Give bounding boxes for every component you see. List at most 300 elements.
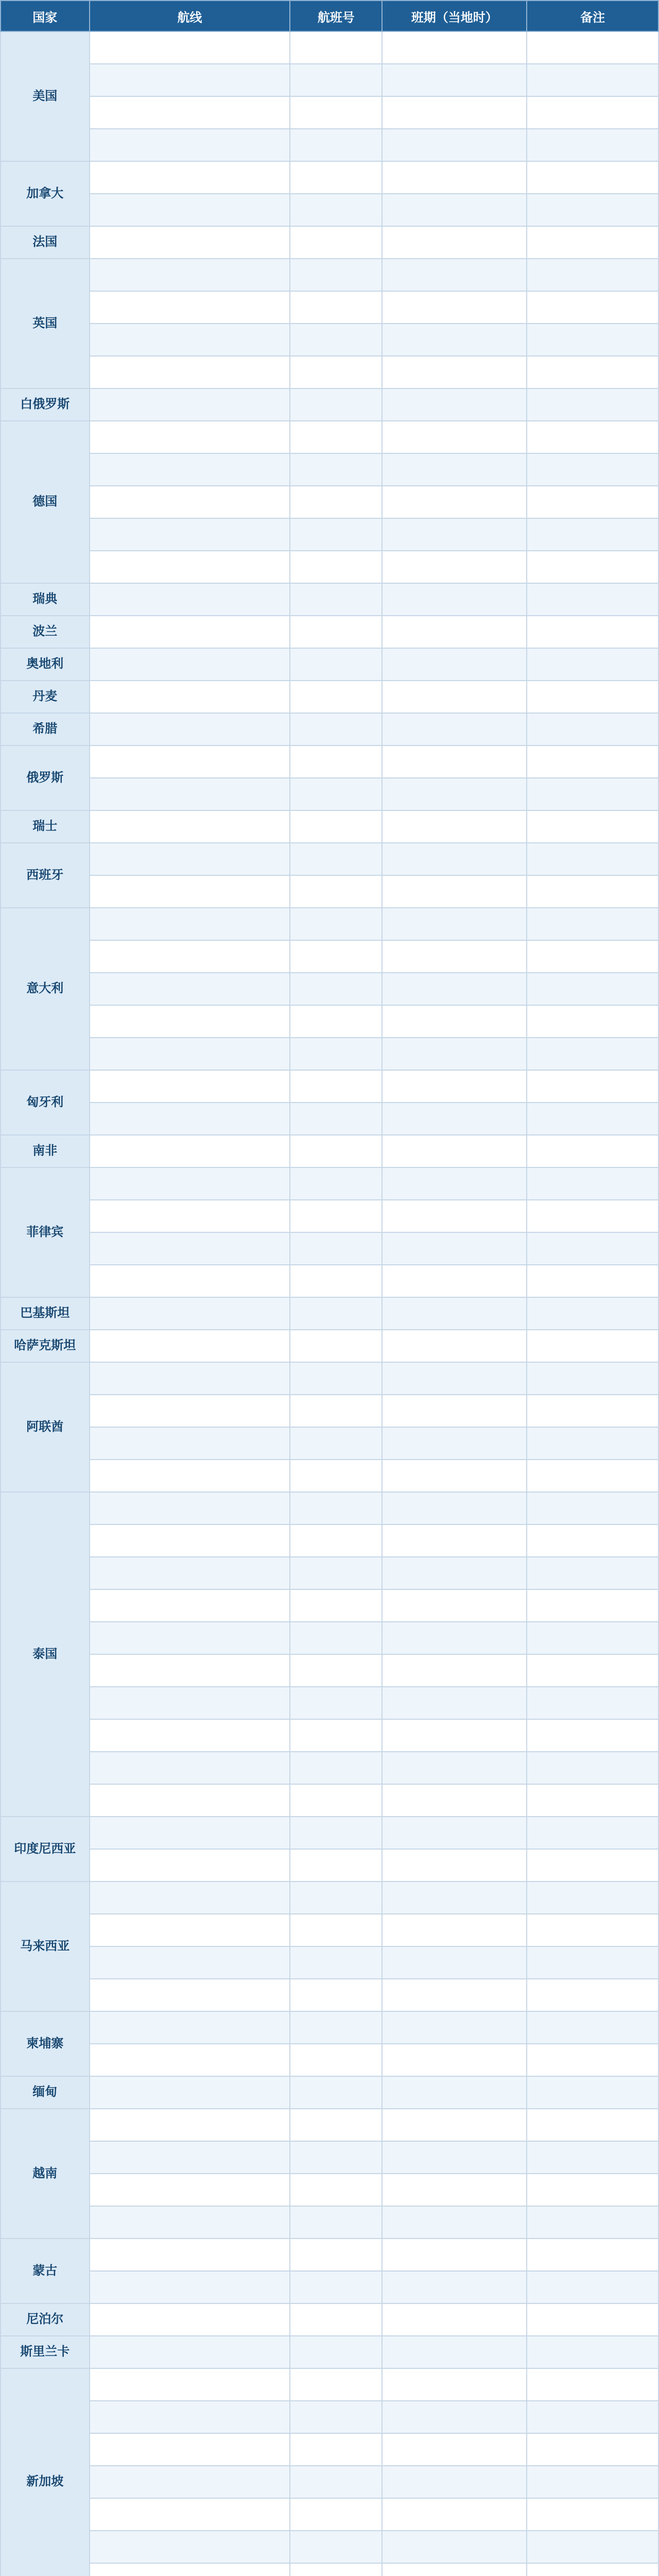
table-row — [1, 2336, 658, 2368]
schedule-cell — [382, 226, 527, 259]
schedule-cell — [382, 1622, 527, 1654]
notes-cell — [527, 1265, 658, 1297]
route-cell — [90, 2563, 290, 2576]
flight-number-cell — [290, 1524, 382, 1557]
flight-number-cell — [290, 2498, 382, 2531]
table-body — [1, 31, 658, 2576]
route-cell — [90, 1882, 290, 1914]
schedule-cell — [382, 2531, 527, 2563]
route-cell — [90, 810, 290, 843]
table-row — [1, 1557, 658, 1589]
flight-number-cell — [290, 2109, 382, 2141]
route-cell — [90, 486, 290, 518]
route-cell — [90, 681, 290, 713]
schedule-cell — [382, 453, 527, 486]
route-cell — [90, 1589, 290, 1622]
notes-cell — [527, 1914, 658, 1946]
table-row — [1, 96, 658, 129]
route-cell — [90, 2498, 290, 2531]
route-cell — [90, 1687, 290, 1719]
table-row — [1, 713, 658, 745]
table-row — [1, 875, 658, 908]
schedule-cell — [382, 1882, 527, 1914]
table-row — [1, 388, 658, 421]
flight-number-cell — [290, 96, 382, 129]
table-row — [1, 2174, 658, 2206]
notes-cell — [527, 1395, 658, 1427]
schedule-cell — [382, 1330, 527, 1362]
schedule-cell — [382, 1719, 527, 1752]
table-row — [1, 1719, 658, 1752]
table-row — [1, 1784, 658, 1817]
schedule-cell — [382, 291, 527, 324]
route-cell — [90, 1265, 290, 1297]
schedule-cell — [382, 2271, 527, 2303]
notes-cell — [527, 810, 658, 843]
route-cell — [90, 2076, 290, 2109]
notes-cell — [527, 2076, 658, 2109]
route-cell — [90, 421, 290, 453]
route-cell — [90, 648, 290, 681]
country-cell: 西班牙 — [1, 843, 90, 908]
header-schedule: 班期（当地时） — [382, 1, 527, 31]
notes-cell — [527, 681, 658, 713]
schedule-cell — [382, 681, 527, 713]
table-row — [1, 518, 658, 551]
schedule-cell — [382, 973, 527, 1005]
flight-number-cell — [290, 810, 382, 843]
notes-cell — [527, 1849, 658, 1882]
notes-cell — [527, 64, 658, 96]
table-header — [1, 1, 658, 31]
schedule-cell — [382, 908, 527, 940]
schedule-cell — [382, 1005, 527, 1038]
table-row — [1, 1005, 658, 1038]
country-cell: 巴基斯坦 — [1, 1297, 90, 1330]
flight-number-cell — [290, 2141, 382, 2174]
country-cell: 柬埔寨 — [1, 2011, 90, 2076]
table-row — [1, 1200, 658, 1232]
route-cell — [90, 2401, 290, 2433]
table-row — [1, 1622, 658, 1654]
notes-cell — [527, 1232, 658, 1265]
route-cell — [90, 1914, 290, 1946]
schedule-cell — [382, 2044, 527, 2076]
flight-number-cell — [290, 291, 382, 324]
notes-cell — [527, 226, 658, 259]
notes-cell — [527, 2271, 658, 2303]
table-row — [1, 1914, 658, 1946]
table-row — [1, 421, 658, 453]
notes-cell — [527, 1557, 658, 1589]
schedule-cell — [382, 96, 527, 129]
flight-number-cell — [290, 2174, 382, 2206]
table-row — [1, 356, 658, 388]
flight-number-cell — [290, 1946, 382, 1979]
notes-cell — [527, 1362, 658, 1395]
country-cell: 奥地利 — [1, 648, 90, 681]
notes-cell — [527, 2401, 658, 2433]
notes-cell — [527, 388, 658, 421]
table-row — [1, 2563, 658, 2576]
table-row — [1, 648, 658, 681]
table-row — [1, 1752, 658, 1784]
notes-cell — [527, 1427, 658, 1460]
flight-number-cell — [290, 940, 382, 973]
country-cell: 马来西亚 — [1, 1882, 90, 2011]
table-row — [1, 843, 658, 875]
route-cell — [90, 518, 290, 551]
notes-cell — [527, 2368, 658, 2401]
notes-cell — [527, 2044, 658, 2076]
table-row — [1, 1427, 658, 1460]
flight-number-cell — [290, 1622, 382, 1654]
schedule-cell — [382, 2174, 527, 2206]
notes-cell — [527, 2336, 658, 2368]
route-cell — [90, 908, 290, 940]
route-cell — [90, 2109, 290, 2141]
country-cell: 缅甸 — [1, 2076, 90, 2109]
table-row — [1, 1946, 658, 1979]
table-row — [1, 551, 658, 583]
notes-cell — [527, 1817, 658, 1849]
route-cell — [90, 616, 290, 648]
country-cell: 美国 — [1, 31, 90, 161]
route-cell — [90, 1654, 290, 1687]
flight-number-cell — [290, 453, 382, 486]
route-cell — [90, 1297, 290, 1330]
table-row — [1, 1460, 658, 1492]
flight-number-cell — [290, 2044, 382, 2076]
notes-cell — [527, 1492, 658, 1524]
table-row — [1, 2531, 658, 2563]
country-cell: 印度尼西亚 — [1, 1817, 90, 1882]
table-row — [1, 2011, 658, 2044]
schedule-cell — [382, 1492, 527, 1524]
route-cell — [90, 1330, 290, 1362]
notes-cell — [527, 1200, 658, 1232]
route-cell — [90, 1784, 290, 1817]
route-cell — [90, 1557, 290, 1589]
table-row — [1, 64, 658, 96]
country-cell: 希腊 — [1, 713, 90, 745]
schedule-cell — [382, 2011, 527, 2044]
route-cell — [90, 1135, 290, 1167]
flight-number-cell — [290, 259, 382, 291]
route-cell — [90, 1005, 290, 1038]
schedule-cell — [382, 388, 527, 421]
flight-number-cell — [290, 2433, 382, 2466]
schedule-cell — [382, 2498, 527, 2531]
flight-number-cell — [290, 1200, 382, 1232]
table-row — [1, 1524, 658, 1557]
table-row — [1, 31, 658, 64]
route-cell — [90, 1849, 290, 1882]
country-cell: 德国 — [1, 421, 90, 583]
country-cell: 瑞士 — [1, 810, 90, 843]
country-cell: 法国 — [1, 226, 90, 259]
schedule-cell — [382, 551, 527, 583]
table-row — [1, 1817, 658, 1849]
table-row — [1, 1589, 658, 1622]
country-cell: 瑞典 — [1, 583, 90, 616]
flight-number-cell — [290, 1557, 382, 1589]
flight-number-cell — [290, 583, 382, 616]
notes-cell — [527, 2011, 658, 2044]
schedule-cell — [382, 1524, 527, 1557]
route-cell — [90, 2433, 290, 2466]
route-cell — [90, 973, 290, 1005]
country-cell: 匈牙利 — [1, 1070, 90, 1135]
table-row — [1, 324, 658, 356]
notes-cell — [527, 291, 658, 324]
schedule-cell — [382, 1557, 527, 1589]
table-row — [1, 908, 658, 940]
table-row — [1, 1687, 658, 1719]
table-row — [1, 2303, 658, 2336]
table-row — [1, 973, 658, 1005]
flight-number-cell — [290, 2531, 382, 2563]
route-cell — [90, 1070, 290, 1103]
flight-number-cell — [290, 1265, 382, 1297]
notes-cell — [527, 713, 658, 745]
flight-number-cell — [290, 1167, 382, 1200]
flight-number-cell — [290, 1914, 382, 1946]
flight-number-cell — [290, 1719, 382, 1752]
table-row — [1, 2044, 658, 2076]
schedule-cell — [382, 2206, 527, 2239]
flight-number-cell — [290, 648, 382, 681]
route-cell — [90, 324, 290, 356]
flight-number-cell — [290, 421, 382, 453]
notes-cell — [527, 583, 658, 616]
table-row — [1, 2401, 658, 2433]
route-cell — [90, 1492, 290, 1524]
flight-number-cell — [290, 778, 382, 810]
notes-cell — [527, 1524, 658, 1557]
header-country: 国家 — [1, 1, 90, 31]
flight-number-cell — [290, 2368, 382, 2401]
route-cell — [90, 2174, 290, 2206]
schedule-cell — [382, 129, 527, 161]
country-cell: 越南 — [1, 2109, 90, 2239]
flight-number-cell — [290, 1330, 382, 1362]
route-cell — [90, 1817, 290, 1849]
schedule-cell — [382, 1460, 527, 1492]
notes-cell — [527, 1946, 658, 1979]
country-cell: 意大利 — [1, 908, 90, 1070]
table-row — [1, 2433, 658, 2466]
schedule-cell — [382, 1103, 527, 1135]
notes-cell — [527, 1752, 658, 1784]
route-cell — [90, 1946, 290, 1979]
notes-cell — [527, 2206, 658, 2239]
schedule-cell — [382, 2303, 527, 2336]
schedule-cell — [382, 2401, 527, 2433]
country-cell: 菲律宾 — [1, 1167, 90, 1297]
table-row — [1, 259, 658, 291]
table-row — [1, 1395, 658, 1427]
notes-cell — [527, 96, 658, 129]
notes-cell — [527, 616, 658, 648]
notes-cell — [527, 908, 658, 940]
notes-cell — [527, 1330, 658, 1362]
schedule-cell — [382, 518, 527, 551]
flight-number-cell — [290, 1297, 382, 1330]
table-row — [1, 129, 658, 161]
route-cell — [90, 64, 290, 96]
schedule-cell — [382, 1849, 527, 1882]
notes-cell — [527, 1135, 658, 1167]
route-cell — [90, 226, 290, 259]
notes-cell — [527, 1622, 658, 1654]
schedule-cell — [382, 713, 527, 745]
schedule-cell — [382, 1654, 527, 1687]
flight-number-cell — [290, 226, 382, 259]
notes-cell — [527, 2531, 658, 2563]
country-cell: 俄罗斯 — [1, 745, 90, 810]
schedule-cell — [382, 745, 527, 778]
route-cell — [90, 1427, 290, 1460]
flight-number-cell — [290, 1103, 382, 1135]
route-cell — [90, 745, 290, 778]
notes-cell — [527, 973, 658, 1005]
flight-number-cell — [290, 64, 382, 96]
notes-cell — [527, 745, 658, 778]
notes-cell — [527, 1654, 658, 1687]
flight-number-cell — [290, 1070, 382, 1103]
flight-number-cell — [290, 486, 382, 518]
header-notes: 备注 — [527, 1, 658, 31]
country-cell: 斯里兰卡 — [1, 2336, 90, 2368]
route-cell — [90, 1395, 290, 1427]
notes-cell — [527, 2174, 658, 2206]
notes-cell — [527, 1589, 658, 1622]
table-row — [1, 486, 658, 518]
schedule-cell — [382, 64, 527, 96]
schedule-cell — [382, 616, 527, 648]
notes-cell — [527, 2466, 658, 2498]
route-cell — [90, 1362, 290, 1395]
table-row — [1, 2109, 658, 2141]
flight-number-cell — [290, 2336, 382, 2368]
notes-cell — [527, 518, 658, 551]
route-cell — [90, 31, 290, 64]
notes-cell — [527, 2563, 658, 2576]
notes-cell — [527, 1460, 658, 1492]
route-cell — [90, 2531, 290, 2563]
route-cell — [90, 875, 290, 908]
route-cell — [90, 2271, 290, 2303]
route-cell — [90, 161, 290, 194]
schedule-cell — [382, 2076, 527, 2109]
table-row — [1, 810, 658, 843]
notes-cell — [527, 648, 658, 681]
route-cell — [90, 2368, 290, 2401]
table-row — [1, 1070, 658, 1103]
flight-number-cell — [290, 2076, 382, 2109]
country-cell: 南非 — [1, 1135, 90, 1167]
route-cell — [90, 356, 290, 388]
notes-cell — [527, 421, 658, 453]
route-cell — [90, 1979, 290, 2011]
notes-cell — [527, 1784, 658, 1817]
notes-cell — [527, 1979, 658, 2011]
route-cell — [90, 843, 290, 875]
schedule-cell — [382, 194, 527, 226]
schedule-cell — [382, 421, 527, 453]
flight-number-cell — [290, 745, 382, 778]
route-cell — [90, 2011, 290, 2044]
route-cell — [90, 583, 290, 616]
flight-number-cell — [290, 1654, 382, 1687]
table-row — [1, 291, 658, 324]
country-cell: 丹麦 — [1, 681, 90, 713]
table-row — [1, 1232, 658, 1265]
schedule-cell — [382, 1070, 527, 1103]
schedule-cell — [382, 1135, 527, 1167]
table-row — [1, 583, 658, 616]
table-row — [1, 616, 658, 648]
country-cell: 波兰 — [1, 616, 90, 648]
table-row — [1, 1654, 658, 1687]
country-cell: 蒙古 — [1, 2239, 90, 2303]
flight-number-cell — [290, 518, 382, 551]
table-row — [1, 1265, 658, 1297]
flight-number-cell — [290, 324, 382, 356]
route-cell — [90, 194, 290, 226]
table-row — [1, 1492, 658, 1524]
notes-cell — [527, 1103, 658, 1135]
route-cell — [90, 1524, 290, 1557]
table-row — [1, 1135, 658, 1167]
schedule-cell — [382, 1914, 527, 1946]
country-cell: 尼泊尔 — [1, 2303, 90, 2336]
notes-cell — [527, 551, 658, 583]
schedule-cell — [382, 1395, 527, 1427]
route-cell — [90, 2303, 290, 2336]
notes-cell — [527, 1719, 658, 1752]
notes-cell — [527, 161, 658, 194]
schedule-cell — [382, 1752, 527, 1784]
schedule-cell — [382, 1232, 527, 1265]
route-cell — [90, 1200, 290, 1232]
notes-cell — [527, 356, 658, 388]
flight-number-cell — [290, 2239, 382, 2271]
route-cell — [90, 453, 290, 486]
notes-cell — [527, 259, 658, 291]
route-cell — [90, 2141, 290, 2174]
table-row — [1, 2368, 658, 2401]
table-row — [1, 1362, 658, 1395]
schedule-cell — [382, 648, 527, 681]
country-cell: 白俄罗斯 — [1, 388, 90, 421]
route-cell — [90, 2239, 290, 2271]
schedule-cell — [382, 1979, 527, 2011]
table-row — [1, 2466, 658, 2498]
notes-cell — [527, 129, 658, 161]
flight-number-cell — [290, 1038, 382, 1070]
flight-number-cell — [290, 1460, 382, 1492]
table-row — [1, 778, 658, 810]
table-row — [1, 2076, 658, 2109]
flight-number-cell — [290, 1979, 382, 2011]
flight-number-cell — [290, 31, 382, 64]
schedule-cell — [382, 583, 527, 616]
table-row — [1, 226, 658, 259]
route-cell — [90, 2336, 290, 2368]
flight-number-cell — [290, 2271, 382, 2303]
